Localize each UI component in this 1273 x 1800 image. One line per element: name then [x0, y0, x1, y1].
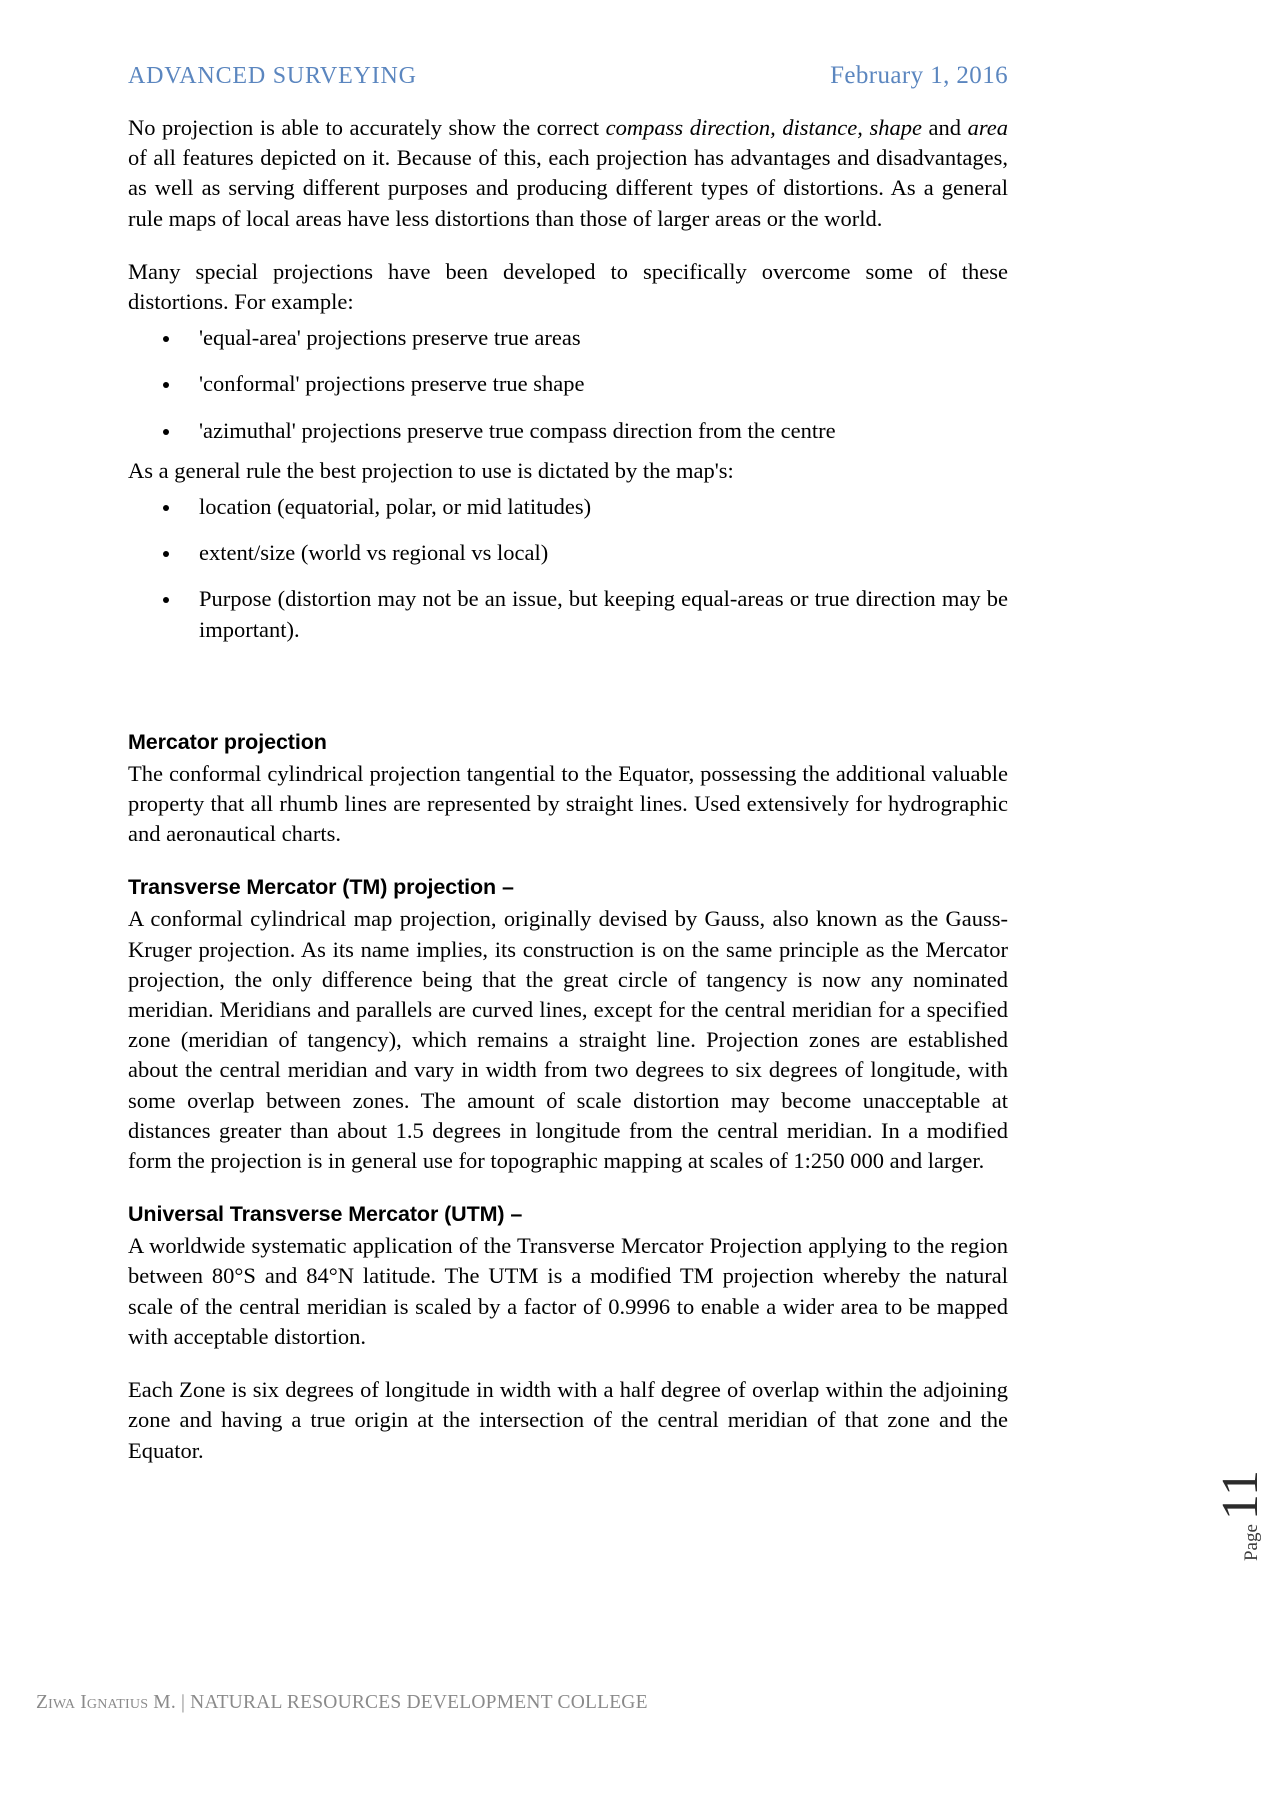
section-text-transverse-mercator: A conformal cylindrical map projection, originally devised by Gauss, also known as the Gauss-Kruger projection. As its name implies, its construction is on the same principle as the Mercator projection, the only difference being that the great circle of tangency is now any nominated meridian. Meridians and parallels are curved lines, except for the central meridian for a specified zone (meridian of tangency), which remains a straight line. Projection zones are established about the central meridian and vary in width from two degrees to six degrees of longitude, with some overlap between zones. The amount of scale distortion may become unacceptable at distances greater than about 1.5 degrees in longitude from the central meridian. In a modified form the projection is in general use for topographic mapping at scales of 1:250 000 and larger. [128, 906, 1008, 1174]
header-date: February 1, 2016 [830, 62, 1008, 89]
paragraph-special-projections: Many special projections have been developed to specifically overcome some of these distortions. For example: [128, 258, 1008, 315]
section-heading-utm: Universal Transverse Mercator (UTM) – [128, 1202, 523, 1227]
list-item [128, 538, 1008, 568]
page-number: 11 [1212, 1470, 1269, 1521]
list-item [128, 323, 1008, 353]
paragraph-intro-text-a: No projection is able to accurately show the correct [128, 115, 606, 140]
list-item-label: location (equatorial, polar, or mid latitudes) [199, 494, 592, 520]
page-footer [36, 1692, 648, 1714]
bullet-dot-icon [163, 597, 169, 603]
list-item-label: 'equal-area' projections preserve true areas [199, 325, 581, 351]
paragraph-intro-text-b: and [921, 115, 968, 140]
section-transverse-mercator [128, 872, 1008, 1176]
bullet-dot-icon [163, 551, 169, 557]
section-heading-mercator: Mercator projection [128, 729, 327, 754]
section-heading-transverse-mercator: Transverse Mercator (TM) projection – [128, 875, 514, 900]
bullet-list-projection-types [128, 323, 1008, 446]
section-text-mercator: The conformal cylindrical projection tangential to the Equator, possessing the additional valuable property that all rhumb lines are represented by straight lines. Used extensively for hydrographic and aeronautical charts. [128, 760, 1008, 847]
list-item [128, 492, 1008, 522]
footer-author: Ziwa Ignatius M. [36, 1692, 176, 1713]
bullet-dot-icon [163, 382, 169, 388]
section-text-utm: A worldwide systematic application of the Transverse Mercator Projection applying to the region between 80°S and 84°N latitude. The UTM is a modified TM projection whereby the natural scale of the central meridian is scaled by a factor of 0.9996 to enable a wider area to be mapped with acceptable distortion. [128, 1233, 1008, 1349]
paragraph-intro-italic-1: compass direction, distance, shape [605, 115, 922, 140]
section-text-utm-zones: Each Zone is six degrees of longitude in width with a half degree of overlap within the adjoining zone and having a true origin at the intersection of the central meridian of that zone and the Equator. [128, 1377, 1008, 1463]
list-item [128, 416, 1008, 446]
list-item-label: Purpose (distortion may not be an issue, but keeping equal-areas or true direction may be important). [199, 586, 1008, 642]
page-marker [1135, 1330, 1269, 1562]
section-universal-transverse-mercator [128, 1199, 1008, 1465]
list-item-label: extent/size (world vs regional vs local) [199, 540, 549, 566]
section-mercator-projection [128, 727, 1008, 850]
section-spacer [128, 655, 1008, 727]
page-marker-label: Page [1241, 1524, 1262, 1562]
footer-separator: | [175, 1692, 191, 1713]
bullet-dot-icon [163, 336, 169, 342]
paragraph-general-rule: As a general rule the best projection to use is dictated by the map's: [128, 457, 734, 483]
page-marker-inner [1212, 1470, 1269, 1562]
page-header [128, 62, 1008, 90]
bullet-list-map-criteria [128, 492, 1008, 645]
list-item [128, 584, 1008, 644]
bullet-dot-icon [163, 505, 169, 511]
paragraph-intro [128, 113, 1008, 234]
footer-organisation: NATURAL RESOURCES DEVELOPMENT COLLEGE [190, 1692, 648, 1713]
document-body [128, 113, 1008, 1489]
list-item-label: 'azimuthal' projections preserve true compass direction from the centre [199, 417, 836, 443]
header-course-title: ADVANCED SURVEYING [128, 63, 417, 89]
list-item [128, 369, 1008, 399]
paragraph-intro-italic-2: area [967, 115, 1008, 140]
bullet-dot-icon [163, 429, 169, 435]
paragraph-intro-text-c: of all features depicted on it. Because of this, each projection has advantages and disadvantages, as well as serving different purposes and producing different types of distortions. As a general rule maps of local areas have less distortions than those of larger areas or the world. [128, 145, 1008, 231]
list-item-label: 'conformal' projections preserve true shape [199, 371, 585, 397]
